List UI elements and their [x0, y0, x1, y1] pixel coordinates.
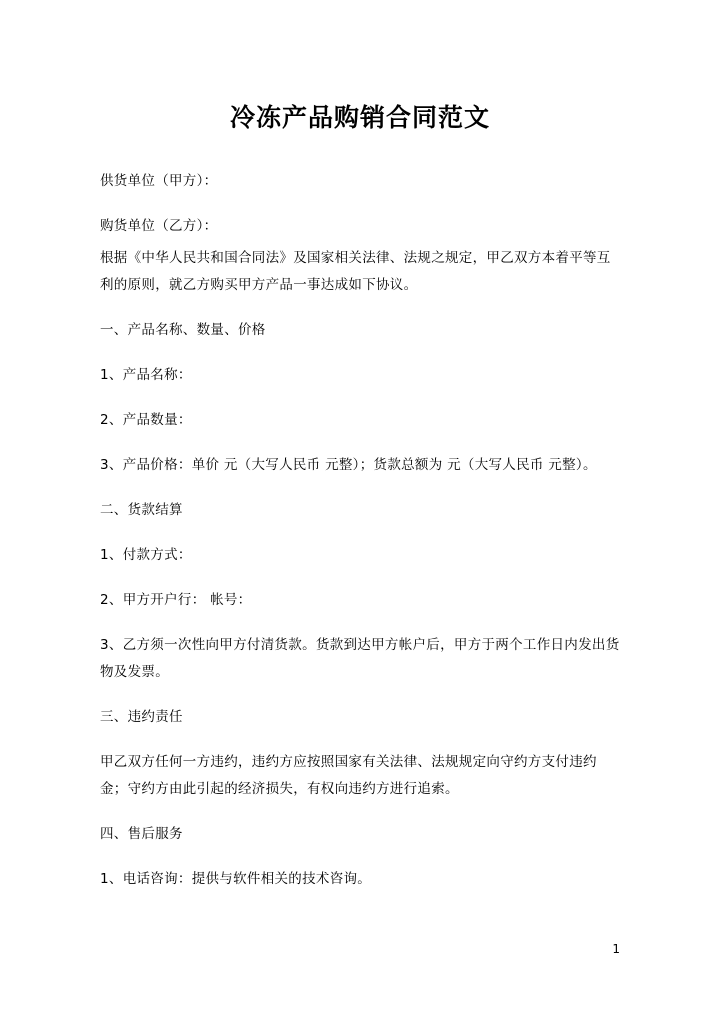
paragraph-product-quantity: 2、产品数量： — [100, 412, 192, 428]
paragraph-bank-account: 2、甲方开户行： 帐号： — [100, 592, 252, 608]
section-heading-two: 二、货款结算 — [100, 502, 183, 518]
paragraph-preamble: 根据《中华人民共和国合同法》及国家相关法律、法规之规定，甲乙双方本着平等互利的原则，就乙方购买甲方产品一事达成如下协议。 — [100, 250, 611, 293]
paragraph-product-name: 1、产品名称： — [100, 367, 192, 383]
paragraph-payment-terms: 3、乙方须一次性向甲方付清货款。货款到达甲方帐户后，甲方于两个工作日内发出货物及发票。 — [100, 637, 620, 680]
page-title: 冷冻产品购销合同范文 — [229, 103, 490, 132]
paragraph-supplier: 供货单位（甲方）： — [100, 173, 218, 189]
section-heading-three: 三、违约责任 — [100, 709, 183, 725]
section-heading-four: 四、售后服务 — [100, 826, 183, 842]
document-body — [100, 0, 620, 893]
paragraph-product-price: 3、产品价格：单价 元（大写人民币 元整）；货款总额为 元（大写人民币 元整）。 — [100, 457, 597, 473]
paragraph-breach-liability: 甲乙双方任何一方违约，违约方应按照国家有关法律、法规规定向守约方支付违约金；守约方由此引起的经济损失，有权向违约方进行追索。 — [100, 754, 597, 797]
paragraph-buyer: 购货单位（乙方）： — [100, 218, 218, 234]
page-number: 1 — [612, 942, 620, 956]
paragraph-phone-support: 1、电话咨询：提供与软件相关的技术咨询。 — [100, 871, 372, 887]
section-heading-one: 一、产品名称、数量、价格 — [100, 322, 266, 338]
paragraph-payment-method: 1、付款方式： — [100, 547, 192, 563]
